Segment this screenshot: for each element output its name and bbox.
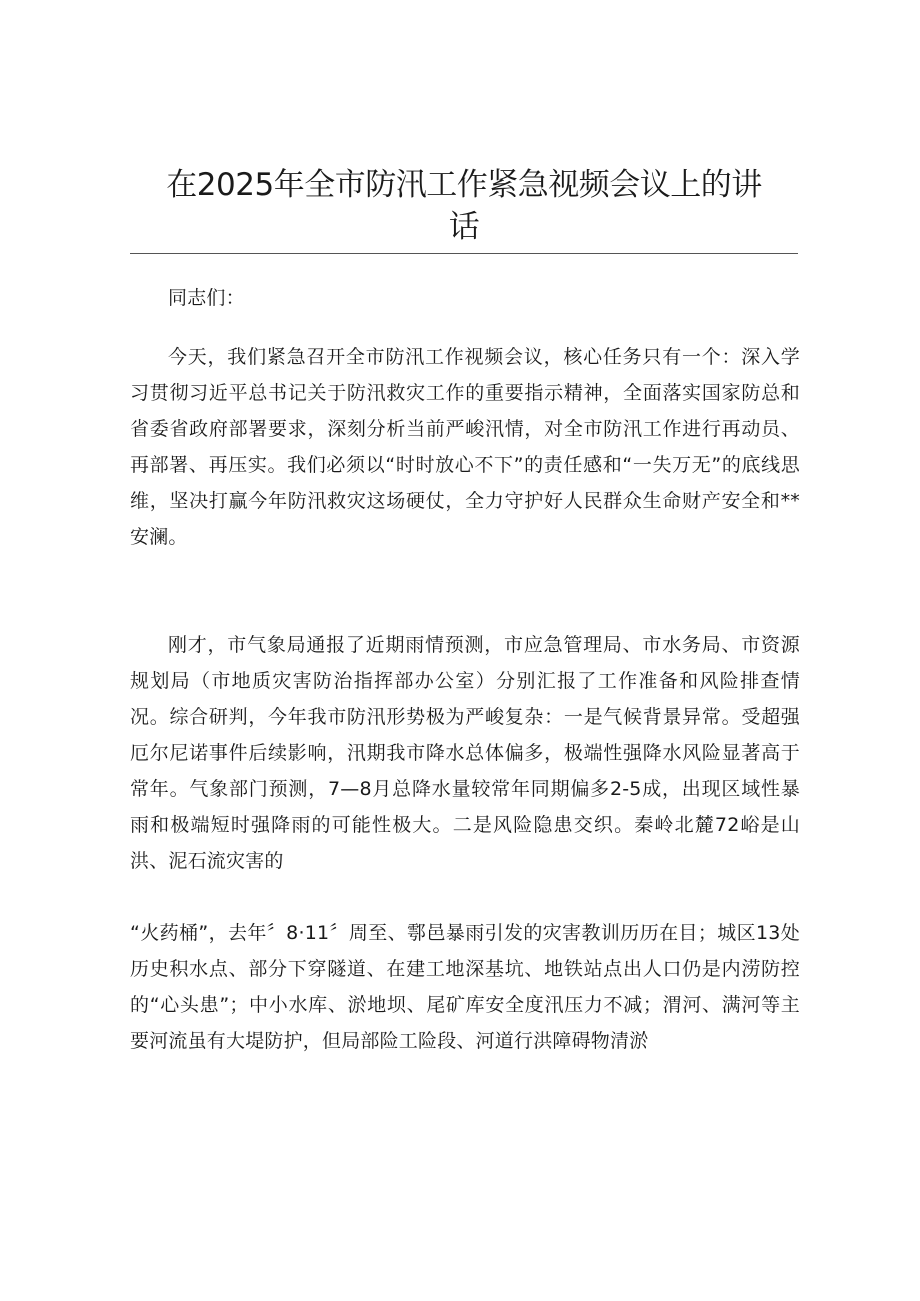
title-divider [130,253,798,254]
title-line-2: 话 [448,209,480,245]
paragraph-1: 今天，我们紧急召开全市防汛工作视频会议，核心任务只有一个：深入学习贯彻习近平总书记关于防汛救灾工作的重要指示精神，全面落实国家防总和省委省政府部署要求，深刻分析当前严峻汛情，对全市防汛工作进行再动员、再部署、再压实。我们必须以“时时放心不下”的责任感和“一失万无”的底线思维，坚决打赢今年防汛救灾这场硬仗，全力守护好人民群众生命财产安全和**安澜。 [130,346,800,548]
salutation: 同志们： [168,287,245,309]
title-line-1: 在2025年全市防汛工作紧急视频会议上的讲 [166,167,762,203]
document-title [130,164,798,248]
paragraph-3: “火药桶”，去年〞8·11〞周至、鄠邑暴雨引发的灾害教训历历在目；城区13处历史积水点、部分下穿隧道、在建工地深基坑、地铁站点出人口仍是内涝防控的“心头患”；中小水库、淤地坝、尾矿库安全度汛压力不减；渭河、满河等主要河流虽有大堤防护，但局部险工险段、河道行洪障碍物清淤 [130,922,800,1052]
paragraph-2: 刚才，市气象局通报了近期雨情预测，市应急管理局、市水务局、市资源规划局（市地质灾害防治指挥部办公室）分别汇报了工作准备和风险排查情况。综合研判，今年我市防汛形势极为严峻复杂：一是气候背景异常。受超强厄尔尼诺事件后续影响，汛期我市降水总体偏多，极端性强降水风险显著高于常年。气象部门预测，7—8月总降水量较常年同期偏多2-5成，出现区域性暴雨和极端短时强降雨的可能性极大。二是风险隐患交织。秦岭北麓72峪是山洪、泥石流灾害的 [130,634,800,872]
